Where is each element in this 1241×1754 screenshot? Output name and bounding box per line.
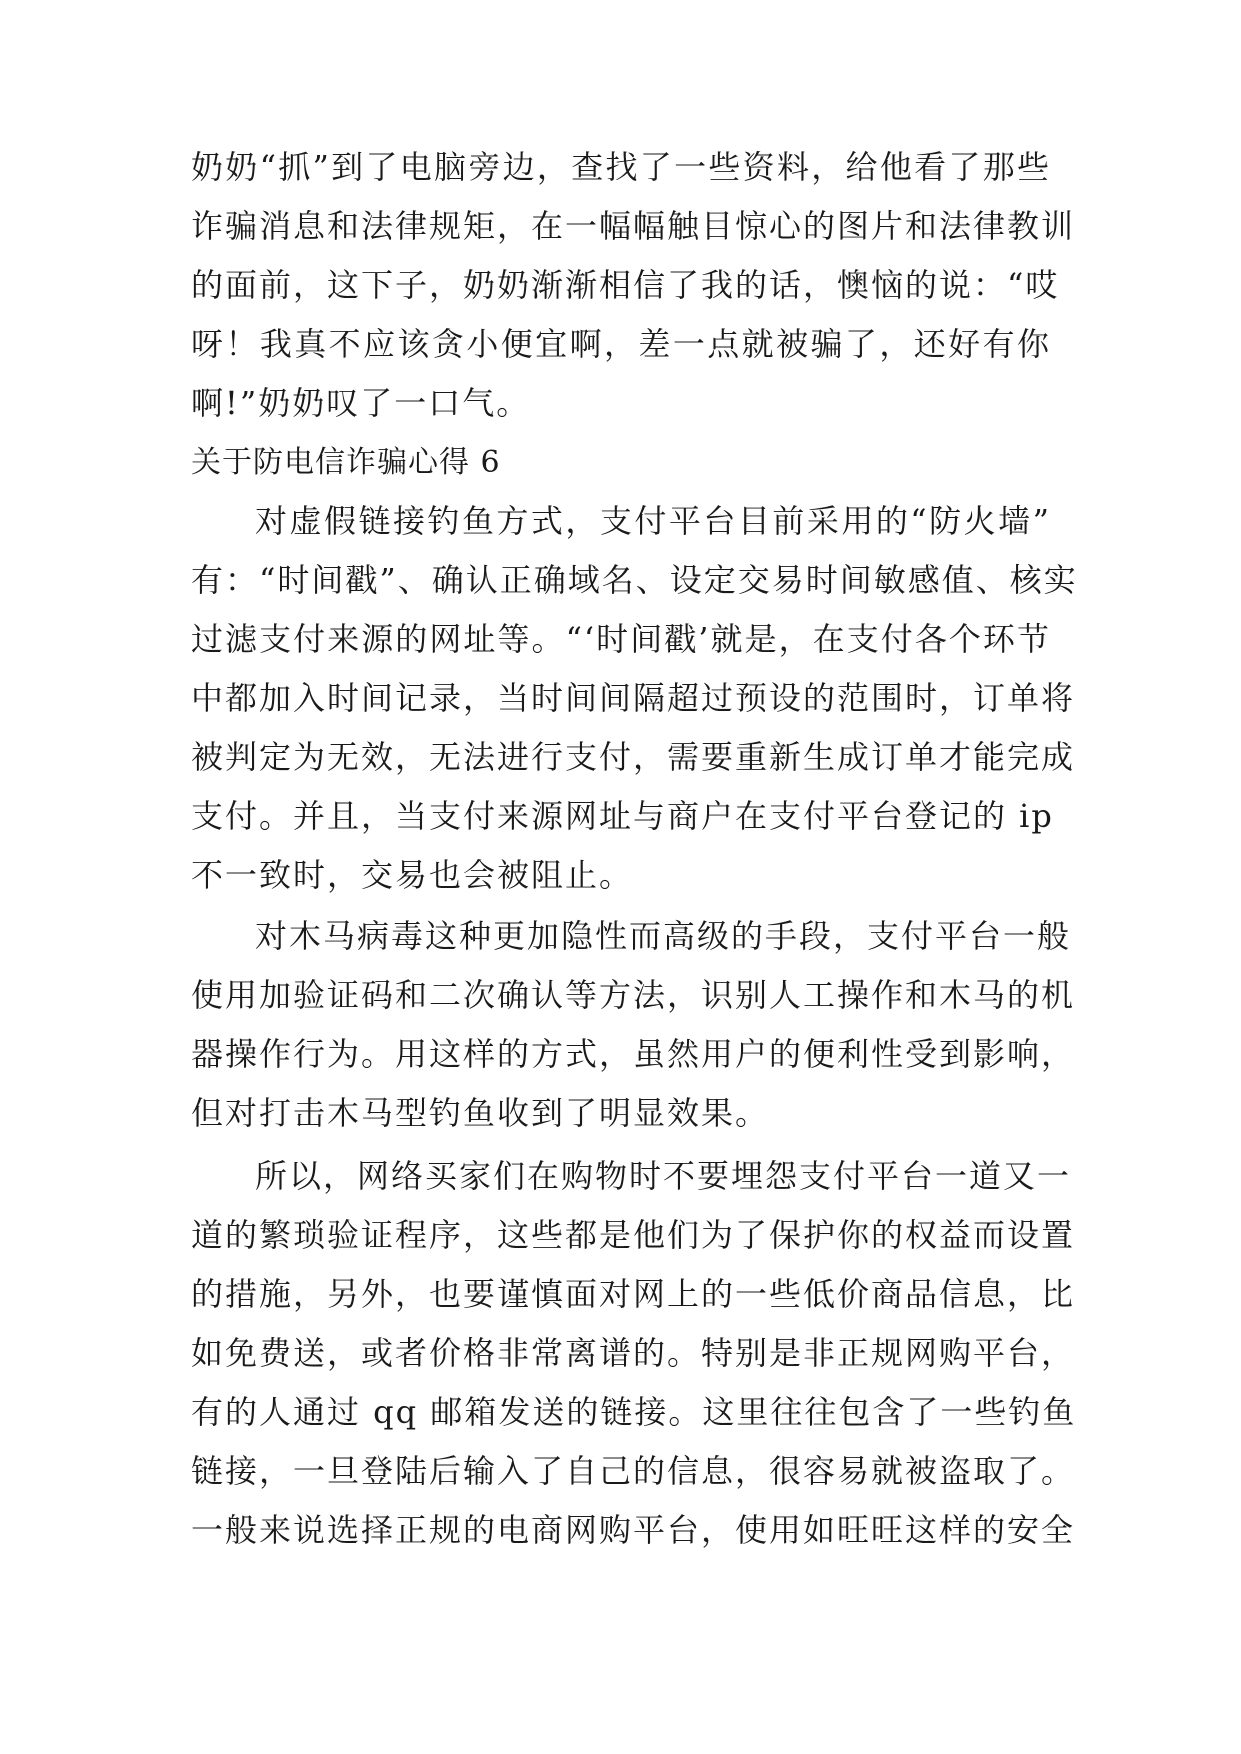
paragraph-4-line-7: 一般来说选择正规的电商网购平台，使用如旺旺这样的安全 — [191, 1511, 1076, 1549]
paragraph-3-line-3: 器操作行为。用这样的方式，虽然用户的便利性受到影响， — [191, 1035, 1076, 1073]
paragraph-1-line-1: 奶奶“抓”到了电脑旁边，查找了一些资料，给他看了那些 — [191, 148, 1051, 186]
paragraph-2-line-1: 对虚假链接钓鱼方式，支付平台目前采用的“防火墙” — [255, 502, 1051, 540]
paragraph-2-line-7: 不一致时，交易也会被阻止。 — [191, 856, 634, 894]
paragraph-1-line-3: 的面前，这下子，奶奶渐渐相信了我的话，懊恼的说：“哎 — [191, 266, 1060, 304]
section-heading: 关于防电信诈骗心得 6 — [191, 445, 501, 480]
paragraph-3-line-4: 但对打击木马型钓鱼收到了明显效果。 — [191, 1094, 770, 1132]
paragraph-4-line-1: 所以，网络买家们在购物时不要埋怨支付平台一道又一 — [255, 1157, 1072, 1195]
paragraph-4-line-2: 道的繁琐验证程序，这些都是他们为了保护你的权益而设置 — [191, 1216, 1076, 1254]
paragraph-4-line-4: 如免费送，或者价格非常离谱的。特别是非正规网购平台， — [191, 1334, 1076, 1372]
paragraph-1-line-5: 啊!”奶奶叹了一口气。 — [191, 384, 531, 422]
paragraph-4-line-5: 有的人通过 qq 邮箱发送的链接。这里往往包含了一些钓鱼 — [191, 1393, 1077, 1431]
paragraph-4-line-3: 的措施，另外，也要谨慎面对网上的一些低价商品信息，比 — [191, 1275, 1076, 1313]
paragraph-3-line-2: 使用加验证码和二次确认等方法，识别人工操作和木马的机 — [191, 976, 1076, 1014]
paragraph-1-line-4: 呀！我真不应该贪小便宜啊，差一点就被骗了，还好有你 — [191, 325, 1051, 363]
paragraph-3-line-1: 对木马病毒这种更加隐性而高级的手段，支付平台一般 — [255, 917, 1072, 955]
paragraph-2-line-3: 过滤支付来源的网址等。“‘时间戳’就是，在支付各个环节 — [191, 620, 1051, 658]
paragraph-2-line-6: 支付。并且，当支付来源网址与商户在支付平台登记的 ip — [191, 797, 1054, 835]
paragraph-4-line-6: 链接，一旦登陆后输入了自己的信息，很容易就被盗取了。 — [191, 1452, 1076, 1490]
paragraph-2-line-5: 被判定为无效，无法进行支付，需要重新生成订单才能完成 — [191, 738, 1076, 776]
paragraph-2-line-2: 有：“时间戳”、确认正确域名、设定交易时间敏感值、核实 — [191, 561, 1078, 599]
paragraph-1-line-2: 诈骗消息和法律规矩，在一幅幅触目惊心的图片和法律教训 — [191, 207, 1076, 245]
paragraph-2-line-4: 中都加入时间记录，当时间间隔超过预设的范围时，订单将 — [191, 679, 1076, 717]
